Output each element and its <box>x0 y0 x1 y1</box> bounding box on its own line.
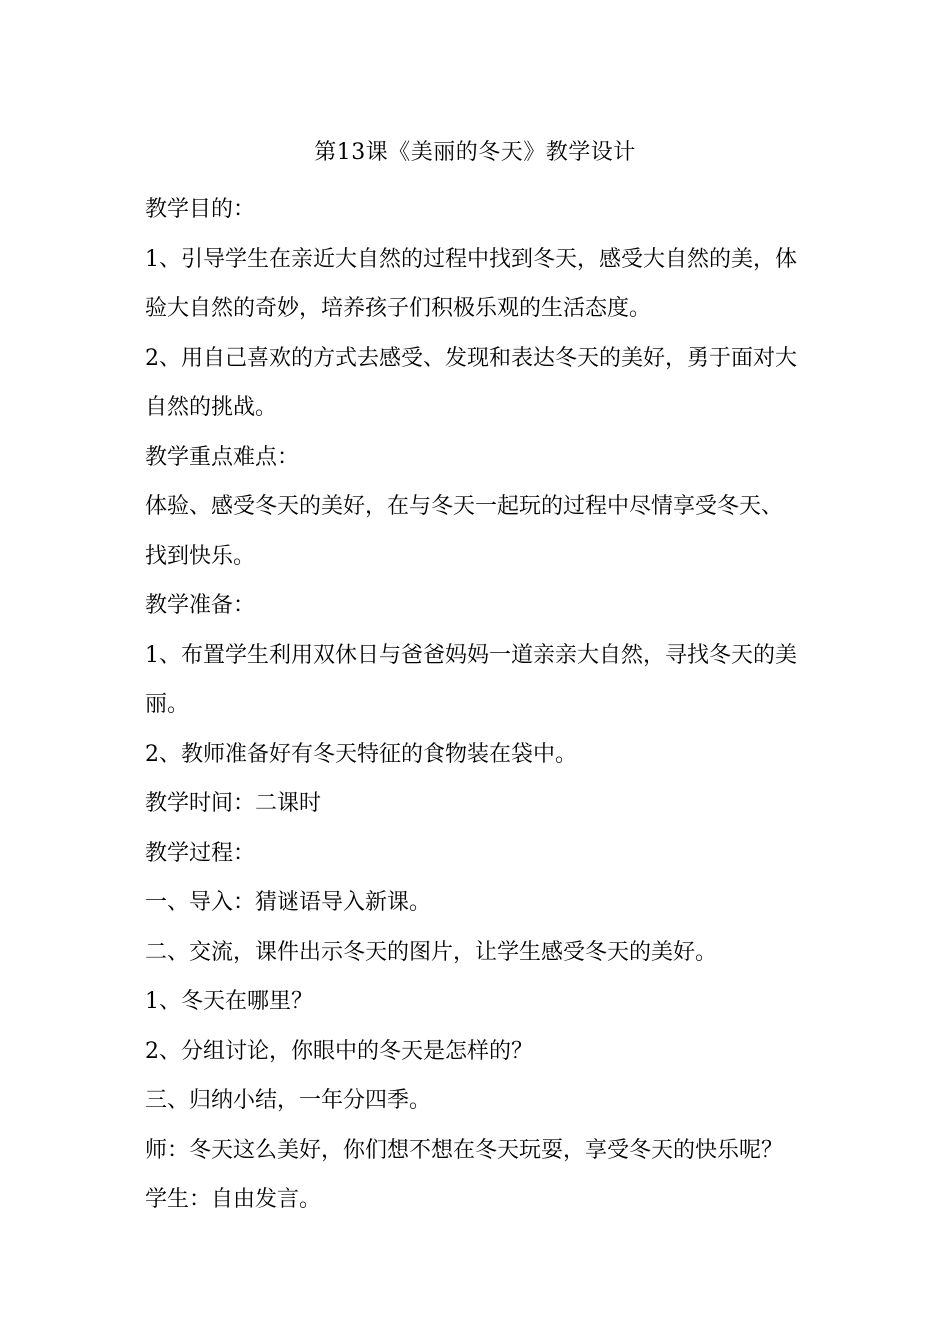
objective-2-line-2: 自然的挑战。 <box>145 395 278 420</box>
section-heading-preparation: 教学准备： <box>145 593 256 618</box>
document-body <box>145 185 817 1225</box>
teacher-line: 师：冬天这么美好，你们想不想在冬天玩耍，享受冬天的快乐呢？ <box>145 1137 784 1163</box>
key-points-line-1: 体验、感受冬天的美好，在与冬天一起玩的过程中尽情享受冬天、 <box>145 494 784 519</box>
section-heading-process: 教学过程： <box>145 840 256 866</box>
process-step-1: 一、导入：猜谜语导入新课。 <box>145 890 432 915</box>
process-step-3: 三、归纳小结，一年分四季。 <box>145 1088 432 1113</box>
document-title: 第13课《美丽的冬天》教学设计 <box>314 140 636 165</box>
process-question-2: 2、分组讨论，你眼中的冬天是怎样的？ <box>145 1038 533 1064</box>
section-heading-objectives: 教学目的： <box>145 197 256 222</box>
preparation-1-line-1: 1、布置学生利用双休日与爸爸妈妈一道亲亲大自然，寻找冬天的美 <box>145 642 797 668</box>
preparation-1-line-2: 丽。 <box>145 692 190 717</box>
process-question-1: 1、冬天在哪里？ <box>145 989 313 1014</box>
teaching-time: 教学时间：二课时 <box>145 791 322 816</box>
preparation-2: 2、教师准备好有冬天特征的食物装在袋中。 <box>145 741 577 767</box>
process-step-2: 二、交流，课件出示冬天的图片，让学生感受冬天的美好。 <box>145 939 718 965</box>
student-line: 学生：自由发言。 <box>145 1187 322 1212</box>
objective-1-line-1: 1、引导学生在亲近大自然的过程中找到冬天，感受大自然的美，体 <box>145 246 797 272</box>
objective-2-line-1: 2、用自己喜欢的方式去感受、发现和表达冬天的美好，勇于面对大 <box>145 345 797 371</box>
section-heading-key-points: 教学重点难点： <box>145 444 300 470</box>
key-points-line-2: 找到快乐。 <box>145 543 256 569</box>
objective-1-line-2: 验大自然的奇妙，培养孩子们积极乐观的生活态度。 <box>145 296 652 321</box>
